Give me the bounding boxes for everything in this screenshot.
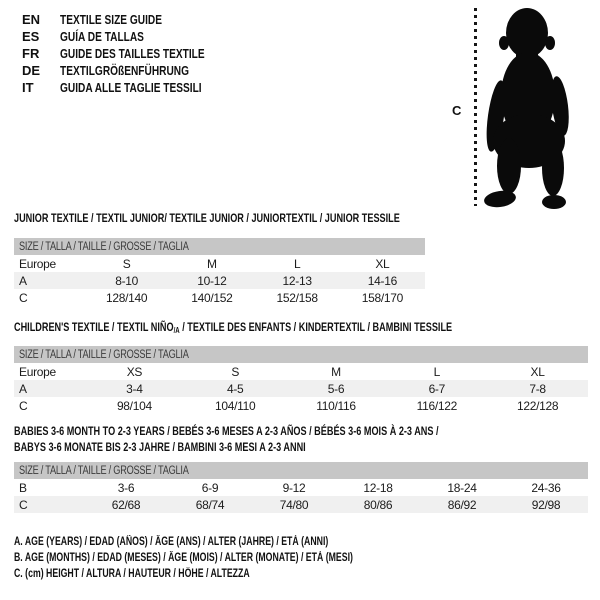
size-cell: M [207,256,217,271]
height-cell: 104/110 [215,398,256,413]
size-cell: XL [375,256,390,271]
height-cell: 86/92 [420,496,504,513]
region-row [14,255,425,272]
age-cell: 6-9 [201,480,219,495]
footnote-height-cm: C. (cm) HEIGHT / ALTURA / HAUTEUR / HÖHE / ALTEZZA [14,568,250,580]
junior-table-title: JUNIOR TEXTILE / TEXTIL JUNIOR/ TEXTILE JUNIOR / JUNIORTEXTIL / JUNIOR TESSILE [14,211,400,225]
height-measure-dotted-line [474,8,477,206]
language-code: DE [22,63,41,78]
height-cell: 62/68 [84,496,168,513]
language-code: IT [22,80,34,95]
size-cell: XL [530,364,545,379]
row-label: C [14,496,84,513]
age-cell: 10-12 [169,272,254,289]
height-cell: 74/80 [252,496,336,513]
height-row [14,289,425,306]
age-cell: 7-8 [487,380,588,397]
babies-title-line2: BABYS 3-6 MONATE BIS 2-3 JAHRE / BAMBINI 3-6 MESI A 2-3 ANNI [14,439,306,454]
language-title-list [22,11,245,96]
age-cell: 3-4 [84,380,185,397]
age-cell: 8-10 [84,272,169,289]
height-cell: 68/74 [168,496,252,513]
row-label: A [14,272,84,289]
row-label: Europe [19,364,56,379]
language-item-en [22,11,245,28]
age-cell: 18-24 [447,480,477,495]
toddler-silhouette-image [484,6,574,212]
age-cell: 3-6 [117,480,135,495]
age-cell: 9-12 [282,480,306,495]
height-cell: 158/170 [361,290,404,305]
height-cell: 128/140 [105,290,148,305]
babies-title-line1: BABIES 3-6 MONTH TO 2-3 YEARS / BEBÉS 3-6 MESES A 2-3 AÑOS / BÉBÉS 3-6 MOIS À 2-3 ANS / [14,424,439,438]
size-header-row [14,346,588,363]
height-measure-label: C [452,103,462,118]
row-label: C [19,398,28,413]
age-cell: 12-18 [363,480,393,495]
language-label: GUIDA ALLE TAGLIE TESSILI [60,80,202,95]
size-cell: L [293,256,301,271]
language-item-it [22,79,245,96]
height-cell: 80/86 [336,496,420,513]
age-cell: 24-36 [531,480,561,495]
language-label: TEXTILE SIZE GUIDE [60,12,162,27]
row-label: C [19,290,28,305]
height-cell: 116/122 [416,398,457,413]
height-cell: 110/116 [316,398,356,413]
size-cell: S [231,364,240,379]
age-months-row [14,479,588,496]
size-header-row [14,238,425,255]
language-label: TEXTILGRÖßENFÜHRUNG [60,63,190,78]
row-label: Europe [19,256,56,271]
age-cell: 5-6 [286,380,387,397]
babies-size-table [14,462,588,513]
legend-footnotes [14,536,460,584]
language-code: FR [22,46,40,61]
age-cell: 12-13 [255,272,340,289]
size-header-cell: SIZE / TALLA / TAILLE / GRÖSSE / TAGLIA [14,238,425,255]
size-cell: S [122,256,131,271]
height-cell: 92/98 [504,496,588,513]
height-row [14,496,588,513]
children-table-title [14,320,590,339]
height-row [14,397,588,414]
size-cell: M [331,364,341,379]
size-header-cell: SIZE / TALLA / TAILLE / GRÖSSE / TAGLIA [14,346,588,363]
region-row [14,363,588,380]
language-code: ES [22,29,40,44]
height-cell: 122/128 [516,398,559,413]
age-cell: 4-5 [185,380,286,397]
language-label: GUÍA DE TALLAS [60,29,144,44]
height-cell: 152/158 [276,290,318,305]
children-title-text: / TEXTILE DES ENFANTS / KINDERTEXTIL / BAMBINI TESSILE [179,320,453,334]
children-title-text: CHILDREN'S TEXTILE / TEXTIL NIÑO [14,320,174,334]
age-row [14,380,588,397]
language-code: EN [22,12,41,27]
language-item-es [22,28,245,45]
row-label: A [14,380,84,397]
row-label: B [19,480,27,495]
footnote-age-years: A. AGE (YEARS) / EDAD (AÑOS) / ÂGE (ANS) / ALTER (JAHRE) / ETÀ (ANNI) [14,536,329,548]
height-cell: 140/152 [191,290,233,305]
footnote-age-months: B. AGE (MONTHS) / EDAD (MESES) / ÂGE (MOIS) / ALTER (MONATE) / ETÀ (MESI) [14,552,353,564]
children-title-subscript: /A [173,326,180,335]
babies-table-title [14,424,573,455]
children-size-table [14,346,588,414]
size-cell: XS [126,364,143,379]
size-header-row [14,462,588,479]
age-cell: 6-7 [386,380,487,397]
age-row [14,272,425,289]
language-item-de [22,62,245,79]
height-cell: 98/104 [116,398,152,413]
age-cell: 14-16 [340,272,425,289]
size-header-cell: SIZE / TALLA / TAILLE / GRÖSSE / TAGLIA [14,462,588,479]
language-label: GUIDE DES TAILLES TEXTILE [60,46,205,61]
junior-size-table [14,238,425,306]
size-cell: L [433,364,440,379]
language-item-fr [22,45,245,62]
